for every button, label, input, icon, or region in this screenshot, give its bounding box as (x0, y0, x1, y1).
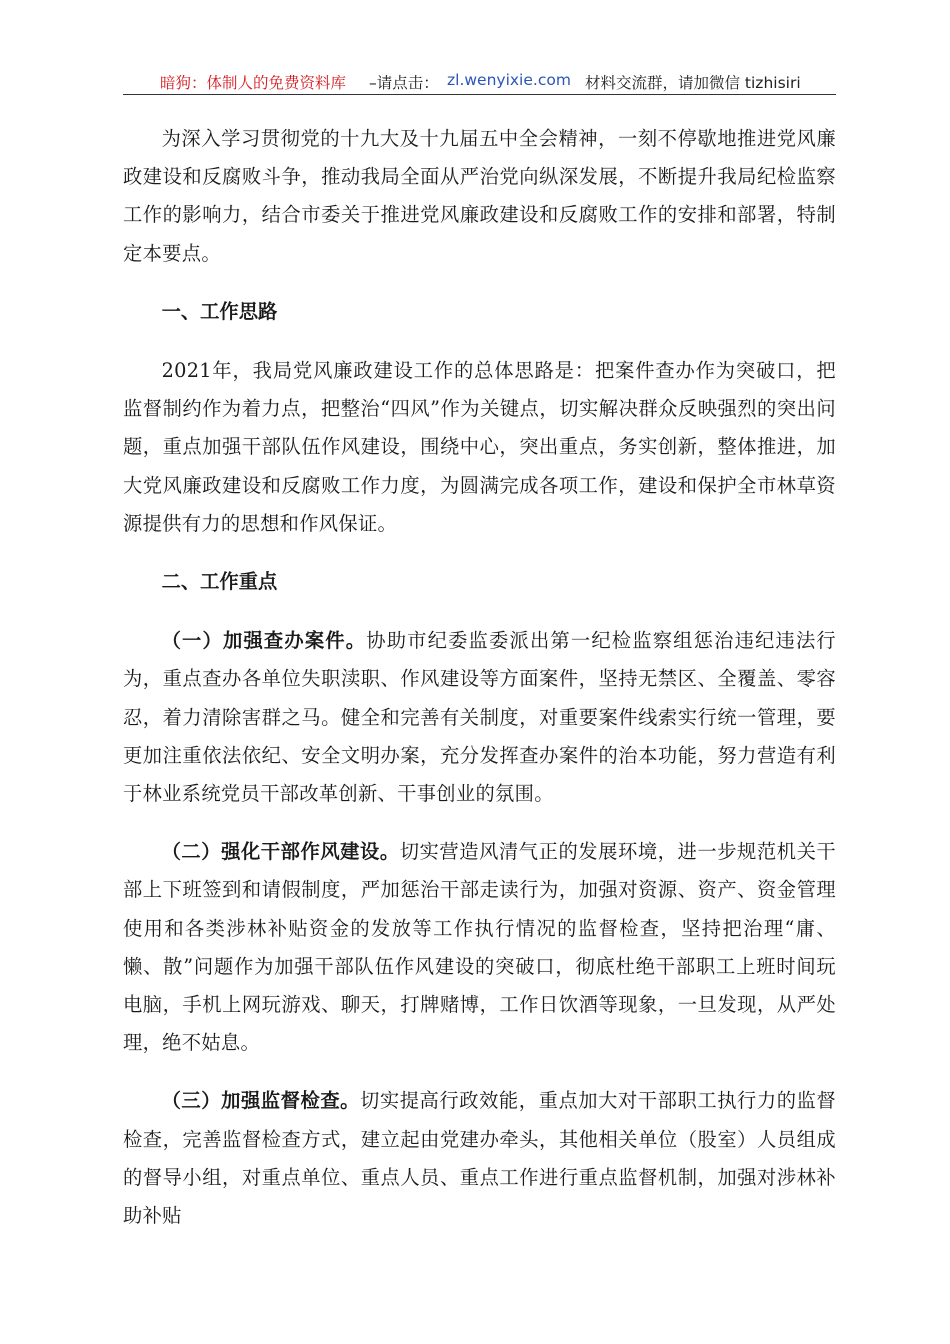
priority-title: （三）加强监督检查。 (161, 1089, 361, 1113)
header-group-info: 材料交流群，请加微信 tizhisiri (585, 74, 801, 92)
section-heading-priorities: 二、工作重点 (161, 570, 278, 594)
header-site-name: 暗狗：体制人的免费资料库 (160, 74, 347, 92)
priority-item-conduct (123, 833, 836, 1062)
section-heading-approach: 一、工作思路 (161, 299, 278, 323)
priority-title: （二）强化干部作风建设。 (161, 840, 400, 864)
header-click-prompt: –请点击： (369, 74, 439, 92)
page-header (123, 66, 836, 95)
priority-body: 协助市纪委监委派出第一纪检监察组惩治违纪违法行为，重点查办各单位失职渎职、作风建设等方面案件，坚持无禁区、全覆盖、零容忍，着力清除害群之马。健全和完善有关制度，对重要案件线索实行统一管理，要更加注重依法依纪、安全文明办案，充分发挥查办案件的治本功能，努力营造有利于林业系统党员干部改革创新、干事创业的氛围。 (123, 629, 837, 806)
approach-paragraph: 2021年，我局党风廉政建设工作的总体思路是：把案件查办作为突破口，把监督制约作为着力点，把整治“四风”作为关键点，切实解决群众反映强烈的突出问题，重点加强干部队伍作风建设，围绕中心，突出重点，务实创新，整体推进，加大党风廉政建设和反腐败工作力度，为圆满完成各项工作，建设和保护全市林草资源提供有力的思想和作风保证。 (123, 359, 836, 535)
priority-title: （一）加强查办案件。 (161, 629, 367, 653)
header-url-link[interactable]: zl.wenyixie.com (447, 71, 571, 89)
priority-body: 切实提高行政效能，重点加大对干部职工执行力的监督检查，完善监督检查方式，建立起由党建办牵头，其他相关单位（股室）人员组成的督导小组，对重点单位、重点人员、重点工作进行重点监督机制，加强对涉林补助补贴 (123, 1089, 837, 1228)
priority-item-supervision (123, 1082, 836, 1235)
priority-item-cases (123, 622, 836, 813)
document-body (123, 120, 836, 1235)
intro-paragraph: 为深入学习贯彻党的十九大及十九届五中全会精神，一刻不停歇地推进党风廉政建设和反腐败斗争，推动我局全面从严治党向纵深发展，不断提升我局纪检监察工作的影响力，结合市委关于推进党风廉政建设和反腐败工作的安排和部署，特制定本要点。 (123, 127, 836, 265)
priority-body: 切实营造风清气正的发展环境，进一步规范机关干部上下班签到和请假制度，严加惩治干部走读行为，加强对资源、资产、资金管理使用和各类涉林补贴资金的发放等工作执行情况的监督检查，坚持把治理“庸、懒、散”问题作为加强干部队伍作风建设的突破口，彻底杜绝干部职工上班时间玩电脑，手机上网玩游戏、聊天，打牌赌博，工作日饮酒等现象，一旦发现，从严处理，绝不姑息。 (123, 840, 836, 1055)
